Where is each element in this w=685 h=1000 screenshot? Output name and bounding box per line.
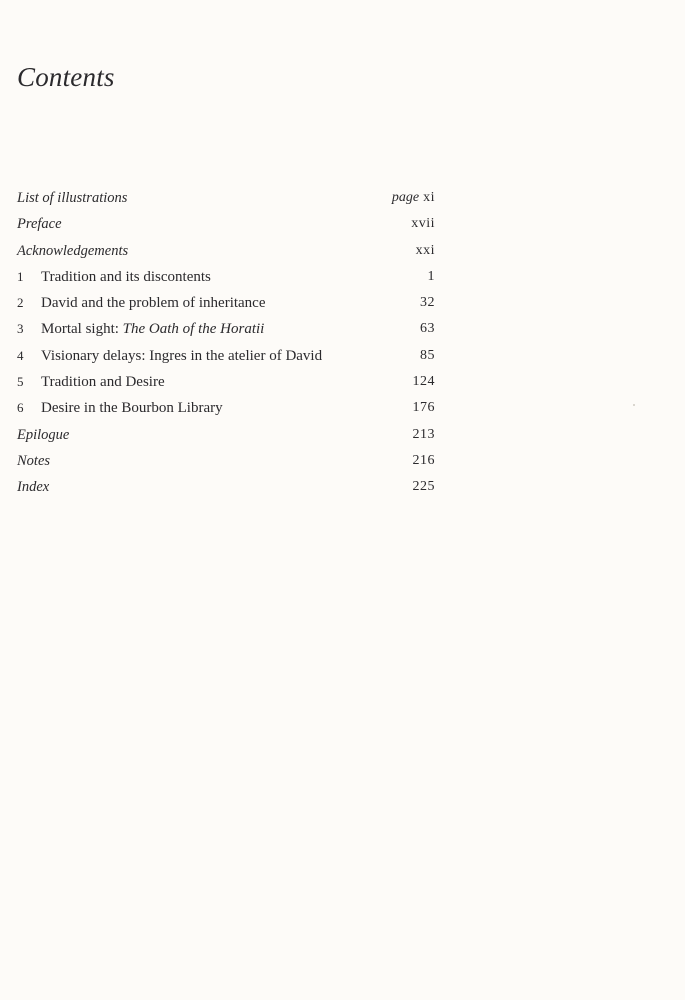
page-value: 124 — [412, 374, 435, 390]
page-value: 225 — [412, 479, 435, 495]
entry-title-text: Acknowledgements — [17, 242, 129, 259]
toc-entry — [17, 238, 435, 264]
chapter-number: 3 — [17, 321, 24, 337]
entry-title — [17, 453, 50, 469]
chapter-number: 1 — [17, 268, 24, 284]
toc-entry — [17, 343, 435, 369]
page-value: 63 — [420, 321, 435, 337]
entry-title — [41, 321, 264, 337]
toc-entry — [17, 185, 435, 211]
entry-title-text: List of illustrations — [17, 190, 128, 206]
chapter-number: 5 — [17, 374, 24, 390]
entry-title — [17, 479, 49, 495]
entry-title-text: Mortal sight: — [41, 321, 123, 338]
page-value: 176 — [412, 400, 435, 416]
toc-entry — [17, 474, 435, 500]
paper-speck — [633, 404, 635, 406]
toc-entry — [17, 264, 435, 290]
page-value: 85 — [420, 347, 435, 363]
entry-title — [41, 400, 223, 416]
page-number — [413, 369, 436, 395]
entry-title-text: Notes — [17, 452, 51, 469]
page-number — [411, 211, 435, 237]
entry-title-text: Preface — [17, 216, 62, 233]
page-value: 1 — [427, 268, 435, 284]
page-value: 216 — [412, 452, 435, 468]
chapter-number: 2 — [17, 295, 24, 311]
entry-title-text: Tradition and its discontents — [41, 268, 211, 285]
table-of-contents — [17, 185, 435, 501]
page-number — [413, 448, 436, 474]
page-number — [420, 316, 435, 342]
entry-title — [41, 269, 211, 285]
entry-title — [17, 427, 69, 443]
page-number — [420, 290, 435, 316]
page-number — [413, 395, 436, 421]
entry-title-text: Visionary delays: Ingres in the atelier of David — [41, 347, 323, 364]
toc-entry — [17, 395, 435, 421]
page-number — [416, 238, 435, 264]
page-number — [413, 422, 436, 448]
page-value: xi — [423, 190, 435, 205]
page-title: Contents — [17, 62, 115, 92]
page-number — [428, 264, 436, 290]
page-value: xxi — [415, 242, 435, 258]
toc-entry — [17, 448, 435, 474]
page-number — [392, 185, 435, 211]
entry-title — [41, 374, 165, 390]
entry-title — [41, 295, 266, 311]
page-value: 32 — [420, 295, 435, 311]
entry-title — [17, 216, 62, 232]
toc-entry — [17, 290, 435, 316]
page-prefix: page — [391, 190, 420, 205]
toc-entry — [17, 211, 435, 237]
page-value: xvii — [411, 216, 435, 232]
entry-title-text: Index — [17, 479, 50, 496]
entry-title-italic: The Oath of the Horatii — [122, 321, 265, 338]
entry-title-text: Epilogue — [17, 426, 70, 443]
toc-entry — [17, 316, 435, 342]
chapter-number: 4 — [17, 347, 24, 363]
entry-title — [17, 190, 127, 206]
page-number — [420, 343, 435, 369]
entry-title — [41, 348, 322, 364]
entry-title — [17, 243, 128, 259]
page-number — [413, 474, 436, 500]
toc-entry — [17, 422, 435, 448]
toc-entry — [17, 369, 435, 395]
entry-title-text: David and the problem of inheritance — [41, 295, 266, 312]
entry-title-text: Tradition and Desire — [41, 374, 165, 391]
chapter-number: 6 — [17, 400, 24, 416]
page-value: 213 — [412, 426, 435, 442]
entry-title-text: Desire in the Bourbon Library — [41, 400, 223, 417]
